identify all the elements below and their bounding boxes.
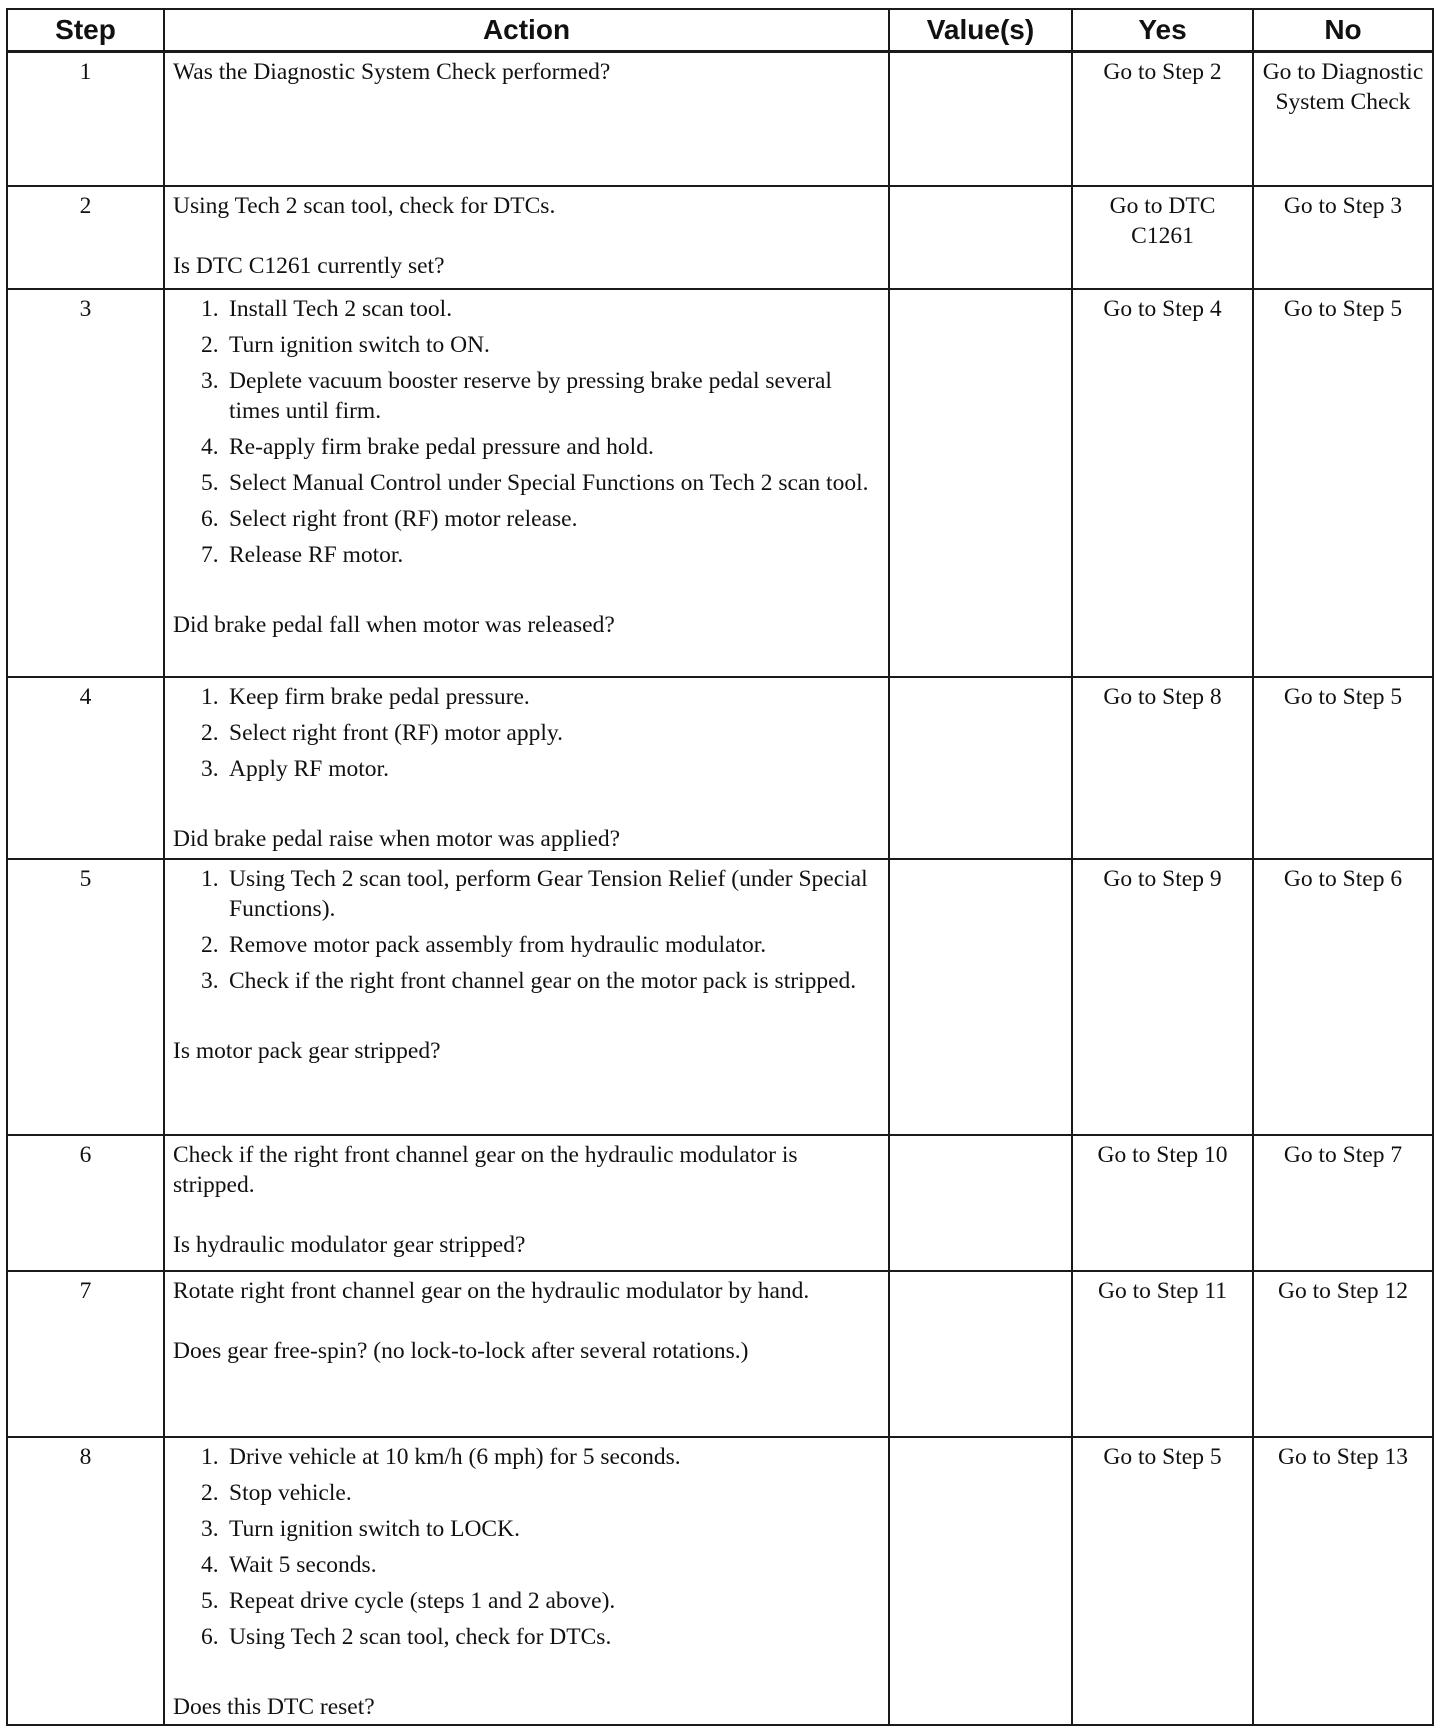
substep-number: 2.	[201, 331, 219, 358]
action-question: Is motor pack gear stripped?	[173, 1037, 441, 1064]
substep-list	[173, 294, 880, 570]
substep-text: Install Tech 2 scan tool.	[229, 295, 453, 322]
action-question: Is hydraulic modulator gear stripped?	[173, 1231, 526, 1258]
substep	[201, 966, 880, 996]
action-cell	[164, 1271, 889, 1437]
substep-text: Turn ignition switch to ON.	[229, 331, 490, 358]
substep-text: Using Tech 2 scan tool, perform Gear Tension Relief (under Special Functions).	[229, 865, 868, 922]
substep	[201, 718, 880, 748]
substep-text: Turn ignition switch to LOCK.	[229, 1515, 520, 1542]
action-cell	[164, 1437, 889, 1725]
values-cell	[889, 52, 1072, 186]
substep-number: 1.	[201, 865, 219, 892]
substep-text: Using Tech 2 scan tool, check for DTCs.	[229, 1623, 612, 1650]
substep-number: 2.	[201, 931, 219, 958]
step-number: 6	[7, 1135, 164, 1271]
substep	[201, 432, 880, 462]
substep-text: Select right front (RF) motor release.	[229, 505, 578, 532]
yes-cell: Go to Step 2	[1072, 52, 1253, 186]
substep	[201, 540, 880, 570]
substep-number: 2.	[201, 1479, 219, 1506]
substep-text: Deplete vacuum booster reserve by pressing brake pedal several times until firm.	[229, 367, 832, 424]
table-row	[7, 1271, 1433, 1437]
substep-number: 4.	[201, 1551, 219, 1578]
values-cell	[889, 1271, 1072, 1437]
yes-cell: Go to Step 9	[1072, 859, 1253, 1135]
diagnostic-table	[6, 8, 1434, 1726]
substep	[201, 1586, 880, 1616]
action-question: Does this DTC reset?	[173, 1693, 375, 1720]
yes-cell: Go to Step 8	[1072, 677, 1253, 859]
substep-number: 4.	[201, 433, 219, 460]
action-cell	[164, 289, 889, 677]
substep-number: 7.	[201, 541, 219, 568]
substep	[201, 930, 880, 960]
substep-number: 6.	[201, 1623, 219, 1650]
table-row	[7, 186, 1433, 289]
header-step: Step	[7, 9, 164, 52]
no-cell: Go to Diagnostic System Check	[1253, 52, 1433, 186]
action-cell	[164, 186, 889, 289]
step-number: 1	[7, 52, 164, 186]
substep	[201, 1550, 880, 1580]
substep-number: 1.	[201, 683, 219, 710]
table-row	[7, 1437, 1433, 1725]
action-cell	[164, 677, 889, 859]
substep	[201, 366, 880, 426]
substep-list	[173, 864, 880, 996]
table-row	[7, 1135, 1433, 1271]
no-cell: Go to Step 7	[1253, 1135, 1433, 1271]
values-cell	[889, 1135, 1072, 1271]
action-cell	[164, 52, 889, 186]
substep-number: 6.	[201, 505, 219, 532]
substep-list	[173, 682, 880, 784]
values-cell	[889, 186, 1072, 289]
substep-number: 1.	[201, 1443, 219, 1470]
substep-number: 2.	[201, 719, 219, 746]
substep	[201, 1622, 880, 1652]
no-cell: Go to Step 12	[1253, 1271, 1433, 1437]
yes-cell: Go to Step 5	[1072, 1437, 1253, 1725]
step-number: 5	[7, 859, 164, 1135]
action-text: Check if the right front channel gear on the hydraulic modulator is stripped.	[173, 1141, 798, 1198]
header-no: No	[1253, 9, 1433, 52]
action-text: Using Tech 2 scan tool, check for DTCs.	[173, 192, 556, 219]
action-question: Is DTC C1261 currently set?	[173, 252, 445, 279]
header-action: Action	[164, 9, 889, 52]
substep	[201, 504, 880, 534]
substep-number: 3.	[201, 755, 219, 782]
values-cell	[889, 859, 1072, 1135]
substep-text: Drive vehicle at 10 km/h (6 mph) for 5 seconds.	[229, 1443, 681, 1470]
yes-cell: Go to Step 10	[1072, 1135, 1253, 1271]
step-number: 7	[7, 1271, 164, 1437]
substep	[201, 468, 880, 498]
header-row	[7, 9, 1433, 52]
table-row	[7, 289, 1433, 677]
substep	[201, 682, 880, 712]
substep-list	[173, 1442, 880, 1652]
substep-text: Remove motor pack assembly from hydraulic modulator.	[229, 931, 767, 958]
no-cell: Go to Step 5	[1253, 289, 1433, 677]
substep-text: Release RF motor.	[229, 541, 404, 568]
substep	[201, 864, 880, 924]
substep-number: 3.	[201, 1515, 219, 1542]
yes-cell: Go to DTC C1261	[1072, 186, 1253, 289]
action-cell	[164, 859, 889, 1135]
substep-text: Select Manual Control under Special Functions on Tech 2 scan tool.	[229, 469, 869, 496]
step-number: 8	[7, 1437, 164, 1725]
substep	[201, 294, 880, 324]
no-cell: Go to Step 6	[1253, 859, 1433, 1135]
substep-number: 3.	[201, 367, 219, 394]
header-yes: Yes	[1072, 9, 1253, 52]
action-question: Did brake pedal fall when motor was released?	[173, 611, 615, 638]
table-row	[7, 52, 1433, 186]
substep-text: Re-apply firm brake pedal pressure and hold.	[229, 433, 654, 460]
substep-text: Apply RF motor.	[229, 755, 389, 782]
substep-number: 5.	[201, 1587, 219, 1614]
table-row	[7, 859, 1433, 1135]
no-cell: Go to Step 3	[1253, 186, 1433, 289]
action-question: Does gear free-spin? (no lock-to-lock after several rotations.)	[173, 1337, 749, 1364]
action-cell	[164, 1135, 889, 1271]
substep	[201, 1442, 880, 1472]
yes-cell: Go to Step 4	[1072, 289, 1253, 677]
substep	[201, 1514, 880, 1544]
substep-text: Stop vehicle.	[229, 1479, 352, 1506]
substep	[201, 1478, 880, 1508]
substep-text: Repeat drive cycle (steps 1 and 2 above).	[229, 1587, 616, 1614]
substep-text: Wait 5 seconds.	[229, 1551, 377, 1578]
substep	[201, 754, 880, 784]
substep-text: Select right front (RF) motor apply.	[229, 719, 563, 746]
values-cell	[889, 1437, 1072, 1725]
substep	[201, 330, 880, 360]
values-cell	[889, 677, 1072, 859]
substep-number: 5.	[201, 469, 219, 496]
header-values: Value(s)	[889, 9, 1072, 52]
substep-text: Keep firm brake pedal pressure.	[229, 683, 530, 710]
action-question: Did brake pedal raise when motor was applied?	[173, 825, 620, 852]
no-cell: Go to Step 13	[1253, 1437, 1433, 1725]
action-text: Rotate right front channel gear on the hydraulic modulator by hand.	[173, 1277, 810, 1304]
step-number: 2	[7, 186, 164, 289]
step-number: 3	[7, 289, 164, 677]
yes-cell: Go to Step 11	[1072, 1271, 1253, 1437]
action-text: Was the Diagnostic System Check performed?	[173, 59, 611, 85]
values-cell	[889, 289, 1072, 677]
substep-number: 3.	[201, 967, 219, 994]
table-row	[7, 677, 1433, 859]
substep-number: 1.	[201, 295, 219, 322]
no-cell: Go to Step 5	[1253, 677, 1433, 859]
step-number: 4	[7, 677, 164, 859]
substep-text: Check if the right front channel gear on the motor pack is stripped.	[229, 967, 857, 994]
